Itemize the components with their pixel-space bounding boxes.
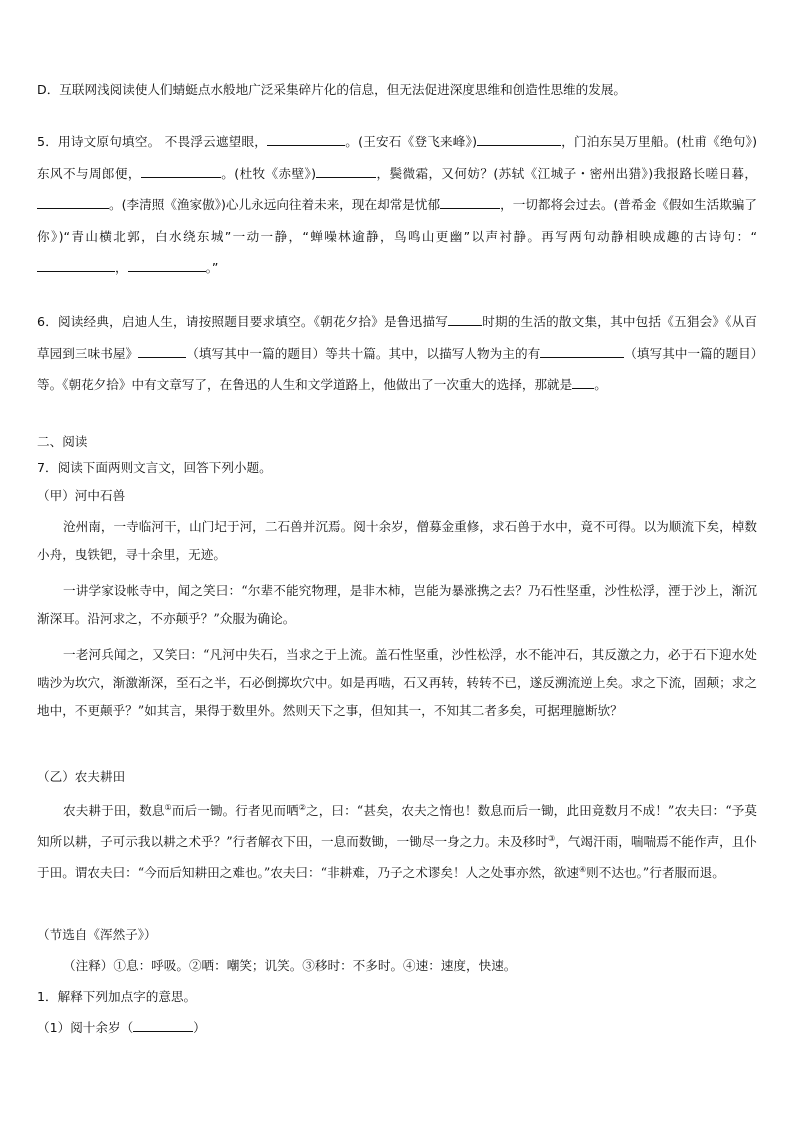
q6-text-2: 时期的生活的散文集，其中包括《五猖会》《从百草园到三味书屋》 (37, 314, 758, 361)
answer-blank[interactable] (37, 257, 115, 272)
answer-blank[interactable] (477, 131, 561, 146)
answer-blank[interactable] (138, 343, 186, 358)
answer-blank[interactable] (141, 163, 221, 178)
answer-blank[interactable] (316, 163, 376, 178)
q5-text-3: ，门泊东吴万里船。(杜甫《绝句》)东风不与周郎便， (37, 134, 757, 181)
sub-question-1: 1．解释下列加点字的意思。 (37, 989, 197, 1004)
passage-b-text-3: 之，曰：“甚矣，农夫之惰也！数息而后一锄，此田竟数月不成！”农夫曰：“予莫知所以耕，子可示我以耕之术乎？”行者解衣下田，一息而数锄，一锄尽一身之力。未及移时 (37, 803, 758, 850)
passage-source: （节选自《浑然子》） (37, 927, 157, 942)
q4-option-d: D．互联网浅阅读使人们蜻蜓点水般地广泛采集碎片化的信息，但无法促进深度思维和创造性思维的发展。 (37, 82, 627, 97)
passage-b-text-1: 农夫耕于田，数息 (63, 803, 165, 819)
section-two-heading: 二、阅读 (37, 434, 88, 449)
q5-text-5: ，鬓微霜，又何妨？(苏轼《江城子・密州出猎》)我报路长嗟日暮， (376, 165, 758, 181)
q5-text-6: 。(李清照《渔家傲》)心儿永远向往着未来，现在却常是忧郁 (109, 197, 441, 212)
q5-text-7: ，一切都将会过去。(普希金《假如生活欺骗了你》)“青山横北郭，白水绕东城”一动一静，“蝉噪林逾静，鸟鸣山更幽”以声衬静。再写两句动静相映成趣的古诗句：“ (37, 197, 757, 244)
item-close: ） (193, 1020, 206, 1035)
passage-a-title: （甲）河中石兽 (37, 488, 126, 503)
answer-blank[interactable] (540, 343, 624, 358)
question-6 (37, 306, 757, 401)
q6-text-3: （填写其中一篇的题目）等共十篇。其中，以描写人物为主的有 (186, 345, 541, 361)
q6-text-1: 6．阅读经典，启迪人生，请按照题目要求填空。《朝花夕拾》是鲁迅描写 (37, 314, 449, 329)
answer-blank[interactable] (37, 194, 109, 209)
passage-a-paragraph-2: 一讲学家设帐寺中，闻之笑曰：“尔辈不能究物理，是非木柿，岂能为暴涨携之去？乃石性坚重，沙性松浮，湮于沙上，渐沉渐深耳。沿河求之，不亦颠乎？”众服为确论。 (37, 583, 757, 626)
answer-blank[interactable] (128, 257, 206, 272)
passage-a-paragraph-1: 沧州南，一寺临河干，山门圮于河，二石兽并沉焉。阅十余岁，僧募金重修，求石兽于水中，竟不可得。以为顺流下矣，棹数小舟，曳铁钯，寻十余里，无迹。 (37, 519, 757, 562)
passage-a-paragraph-3: 一老河兵闻之，又笑曰：“凡河中失石，当求之于上流。盖石性坚重，沙性松浮，水不能冲石，其反激之力，必于石下迎水处啮沙为坎穴，渐激渐深，至石之半，石必倒掷坎穴中。如是再啮，石又再转，转转不已，遂反溯流逆上矣。求之下流，固颠；求之地中，不更颠乎？”如其言，果得于数里外。然则天下之事，但知其一，不知其二者多矣，可据理臆断欤？ (37, 647, 757, 718)
q5-text-9: 。” (205, 260, 219, 275)
answer-blank[interactable] (133, 1017, 193, 1032)
passage-b-text-5: 则不达也。”行者服而退。 (586, 865, 725, 881)
answer-blank[interactable] (448, 311, 482, 326)
passage-b-text-2: 而后一锄。行者见而哂 (171, 803, 299, 819)
question-7-intro: 7．阅读下面两则文言文，回答下列小题。 (37, 460, 272, 475)
item-text: （1）阅十余岁（ (37, 1020, 134, 1035)
q6-text-5: 。 (594, 377, 607, 392)
q5-text-1: 5．用诗文原句填空。 不畏浮云遮望眼， (37, 134, 268, 149)
footnote-marker: ④ (578, 865, 587, 875)
q5-text-2: 。(王安石《登飞来峰》) (345, 134, 478, 149)
answer-blank[interactable] (440, 194, 500, 209)
footnote-marker: ② (298, 803, 307, 812)
answer-blank[interactable] (572, 374, 594, 389)
passage-b-title: （乙）农夫耕田 (37, 769, 126, 784)
question-5 (37, 126, 757, 284)
footnote-marker: ③ (548, 834, 556, 844)
footnote-marker: ① (164, 803, 172, 812)
passage-b-paragraph (37, 794, 757, 888)
annotation-notes: （注释）①息：呼吸。②哂：嘲笑；讥笑。③移时：不多时。④速：速度，快速。 (63, 958, 517, 973)
q5-text-8: ， (115, 260, 128, 275)
sub-question-1-item-1 (37, 1015, 757, 1041)
answer-blank[interactable] (267, 131, 345, 146)
q5-text-4: 。(杜牧《赤壁》) (220, 165, 317, 181)
passage-b-text-4: ，气竭汗雨，喘喘焉不能作声，且仆于田。谓农夫曰：“今而后知耕田之难也。”农夫曰：“非耕难，乃子之术谬矣！人之处事亦然，欲速 (37, 834, 757, 881)
q6-text-4: （填写其中一篇的题目）等。《朝花夕拾》中有文章写了，在鲁迅的人生和文学道路上，他做出了一次重大的选择，那就是 (37, 345, 758, 392)
